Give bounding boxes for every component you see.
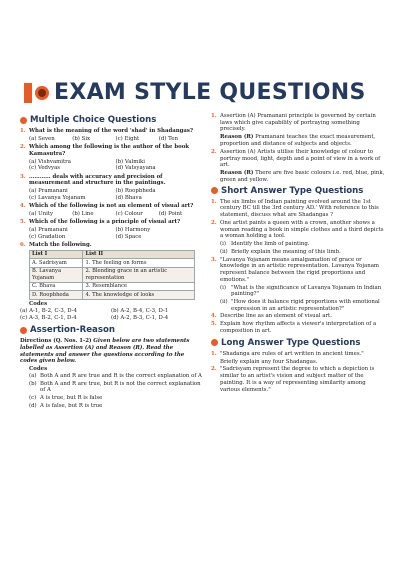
long-q1-follow: Briefly explain any four Shadangas.: [220, 358, 318, 365]
table-cell: 4. The knowledge of looks: [83, 291, 195, 299]
mcq-options-5: [20, 227, 202, 240]
mcq-options-4: [20, 211, 202, 218]
option: (a) Unity: [29, 210, 54, 217]
short-question-4: 4. Describe line as an element of visual art.: [211, 313, 332, 320]
short-q3-sub: (i) "What is the significance of Lavanya Yojanam in Indian painting?": [220, 284, 382, 298]
bullet-icon: [20, 117, 27, 124]
mcq-options-2: [20, 159, 202, 172]
table-cell: D. Roopbheda: [30, 291, 83, 299]
table-cell: B. Lavanya Yojanam: [30, 267, 83, 282]
mcq-question-3: 3. ………… deals with accuracy and precision of measurement and structure in the paintings.: [20, 173, 166, 187]
option: (c) A-3, B-2, C-1, D-4: [20, 314, 77, 321]
page-title: EXAM STYLE QUESTIONS: [54, 80, 366, 105]
ar-codes-label: Codes: [29, 366, 48, 373]
ar-question-2: 2. Assertion (A) Artists utilise their knowledge of colour to portray mood, light, depth and a point of view in a work of art.: [211, 148, 381, 169]
left-column: [20, 113, 202, 410]
ar-code: (c) A is true, but R is false: [29, 395, 103, 402]
short-question-5: 5. Explain how rhythm affects a viewer's interpretation of a composition in art.: [211, 321, 377, 334]
short-question-2: 2. One artist paints a queen with a crown, another shows a woman reading a book in simple clothes and a third depicts a woman holding a tool.: [211, 219, 384, 240]
table-cell: C. Bhava: [30, 282, 83, 290]
match-codes-label: Codes: [29, 301, 48, 308]
table-cell: 2. Blending grace in an artistic representation: [83, 267, 195, 282]
table-row: [30, 282, 195, 290]
short-answer-heading: Short Answer Type Questions: [211, 186, 387, 196]
option: (b) Harmony: [115, 227, 151, 234]
option: (b) Line: [72, 210, 94, 217]
ar-code: (d) A is false, but R is true: [29, 402, 103, 409]
mcq-question-4: 4. Which of the following is not an element of visual art?: [20, 203, 194, 210]
assertion-reason-heading: Assertion-Reason: [20, 325, 202, 335]
ar-question-1: 1. Assertion (A) Pramanani principle is governed by certain laws which give capability of portraying something precisely.: [211, 113, 376, 133]
short-q3-sub: (ii) "How does it balance rigid proportions with emotional expression in an artistic representation?": [220, 299, 380, 312]
option: (a) Seven: [29, 135, 55, 142]
banner-marker: [24, 83, 32, 103]
match-table: [29, 250, 195, 300]
mcq-heading: Multiple Choice Questions: [20, 115, 202, 125]
bullet-icon: [211, 339, 218, 346]
ar-code: (b) Both A and R are true, but R is not the correct explanation of A: [29, 380, 201, 394]
short-question-1: 1. The six limbs of Indian painting evolved around the 1st century BC till the 3rd century AD.' With reference to this statement, discuss what are Shadangas ?: [211, 198, 379, 218]
option: (c) Vedvyas: [29, 165, 61, 172]
option: (a) Pramanani: [29, 188, 68, 195]
mcq-question-2: 2. Which among the following is the author of the book Kamasutra?: [20, 144, 190, 157]
mcq-options-3: [20, 188, 202, 201]
option: (d) Space: [115, 233, 142, 240]
mcq-options-1: [20, 136, 202, 143]
directions: Directions (Q. Nos. 1-2) Given below are two statements labelled as Assertion (A) and Reason (R). Read the statements and answer the questions according to the codes given below.: [20, 338, 190, 365]
option: (b) Roopbheda: [115, 188, 156, 195]
table-cell: A. Sadrisyam: [30, 259, 83, 267]
long-question-2: 2. "Sadrisyam represent the degree to which a depiction is similar to an artist's vision and subject matter of the painting. It is a way of representing similarity among various elements.": [211, 366, 375, 393]
option: (d) A-2, B-3, C-1, D-4: [111, 314, 169, 321]
short-question-3: 3. "Lavanya Yojanam means amalgamation of grace or knowledge in an artistic representation. Lavanya Yojanam represent balance between the rigid proportions and emotions.": [211, 256, 380, 283]
table-row: [30, 259, 195, 267]
ar-code: (a) Both A and R are true and R is the correct explanation of A: [29, 372, 202, 379]
option: (c) Eight: [115, 135, 140, 142]
option: (b) A-2, B-4, C-3, D-1: [111, 307, 169, 314]
table-cell: 3. Resemblance: [83, 282, 195, 290]
short-q2-sub: (ii) Briefly explain the meaning of this limb.: [220, 248, 341, 255]
bullet-icon: [211, 187, 218, 194]
option: (c) Colour: [115, 210, 143, 217]
option: (c) Lavanya Yojanam: [29, 194, 86, 201]
banner-dot-icon: [35, 86, 49, 100]
table-header: List I: [30, 250, 83, 258]
right-column: [211, 113, 387, 394]
mcq-question-6: 6. Match the following.: [20, 241, 92, 248]
table-header: List II: [83, 250, 195, 258]
table-row: [30, 291, 195, 299]
mcq-question-1: 1. What is the meaning of the word 'shad' in Shadangas?: [20, 128, 194, 134]
option: (d) Bhava: [115, 194, 142, 201]
option: (a) Vishvamitra: [29, 158, 71, 165]
option: (d) Ten: [158, 135, 178, 142]
short-q2-sub: (i) Identify the limb of painting.: [220, 241, 310, 248]
mcq-question-5: 5. Which of the following is a principle of visual art?: [20, 219, 181, 226]
table-cell: 1. The feeling on forms: [83, 259, 195, 267]
ar-reason-2: Reason (R) There are five basic colours i.e. red, blue, pink, green and yellow.: [220, 170, 385, 183]
option: (d) Point: [158, 210, 183, 217]
option: (c) Gradation: [29, 233, 66, 240]
option: (b) Valmiki: [115, 158, 146, 165]
table-header-row: [30, 250, 195, 258]
bullet-icon: [20, 327, 27, 334]
long-answer-heading: Long Answer Type Questions: [211, 338, 387, 348]
option: (b) Six: [72, 135, 91, 142]
option: (d) Vatsyayana: [115, 165, 156, 172]
long-question-1: 1. "Shadanga are rules of art written in ancient times.": [211, 350, 364, 357]
table-row: [30, 267, 195, 282]
ar-reason-1: Reason (R) Pramanani teaches the exact measurement, proportion and distance of subjects and objects.: [220, 134, 376, 147]
section-banner: [24, 80, 376, 106]
option: (a) A-1, B-2, C-3, D-4: [20, 307, 77, 314]
option: (a) Pramanani: [29, 227, 68, 234]
match-codes: [20, 308, 202, 321]
